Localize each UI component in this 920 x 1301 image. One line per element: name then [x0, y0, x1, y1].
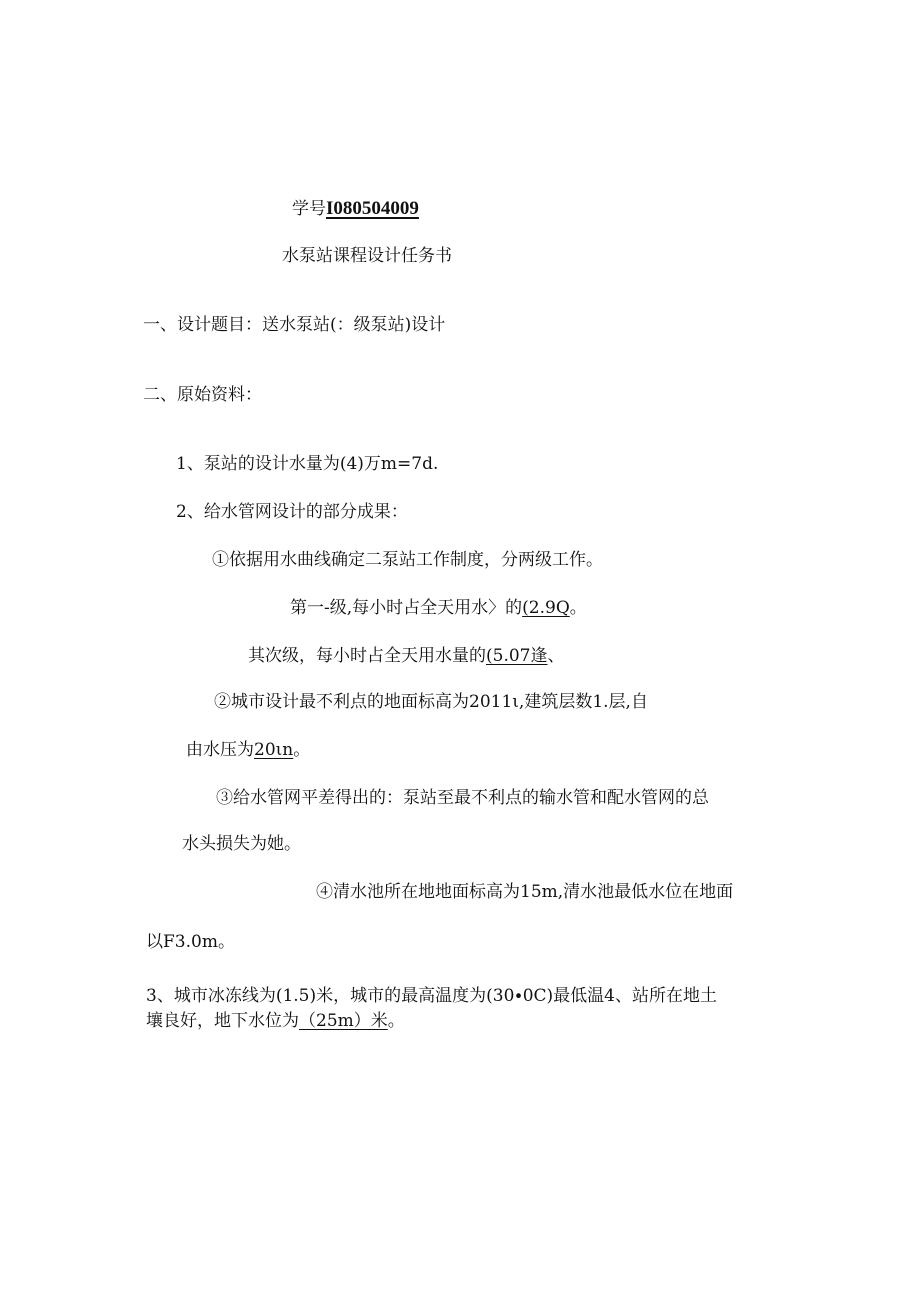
- student-id-value: I080504009: [326, 198, 419, 219]
- section-original-data: 二、原始资料：: [143, 385, 262, 405]
- student-id: [292, 197, 419, 221]
- sub-item-first-stage: [290, 596, 587, 620]
- groundwater-suffix: 。: [387, 1011, 405, 1031]
- free-pressure-text: 由水压为: [186, 740, 254, 760]
- sub-item-work-schedule: ①依据用水曲线确定二泵站工作制度，分两级工作。: [212, 550, 603, 570]
- document-title: 水泵站课程设计任务书: [282, 246, 452, 266]
- groundwater-text: 壤良好，地下水位为: [146, 1011, 299, 1031]
- groundwater-value: （25m）米: [299, 1011, 388, 1031]
- student-id-label: 学号: [292, 199, 326, 219]
- second-stage-text: 其次级，每小时占全天用水量的: [248, 646, 486, 666]
- second-stage-value: (5.07逢: [486, 646, 548, 666]
- sub-item-head-loss: ③给水管网平差得出的：泵站至最不利点的输水管和配水管网的总: [216, 788, 709, 808]
- item-groundwater: [146, 1009, 405, 1033]
- free-pressure-value: 20ιn: [254, 740, 294, 760]
- item-design-flow: 1、泵站的设计水量为(4)万m=7d.: [176, 454, 439, 474]
- first-stage-text: 第一-级,每小时占全天用水〉的: [290, 598, 523, 618]
- sub-item-critical-point: ②城市设计最不利点的地面标高为2011ι,建筑层数1.层,自: [214, 692, 648, 712]
- sub-item-free-pressure: [186, 738, 310, 762]
- item-climate: 3、城市冰冻线为(1.5)米，城市的最高温度为(30∙0C)最低温4、站所在地土: [146, 986, 717, 1006]
- sub-item-head-loss-cont: 水头损失为她。: [182, 834, 301, 854]
- sub-item-clear-water-tank: ④清水池所在地地面标高为15m,清水池最低水位在地面: [316, 882, 734, 902]
- first-stage-value: (2.9Q: [522, 598, 570, 618]
- second-stage-suffix: 、: [547, 646, 565, 666]
- free-pressure-suffix: 。: [293, 740, 311, 760]
- first-stage-suffix: 。: [569, 598, 587, 618]
- section-design-topic: 一、设计题目：送水泵站(：级泵站)设计: [143, 315, 446, 335]
- item-network-results: 2、给水管网设计的部分成果：: [176, 502, 408, 522]
- sub-item-clear-water-tank-cont: 以F3.0m。: [146, 932, 235, 952]
- sub-item-second-stage: [248, 644, 564, 668]
